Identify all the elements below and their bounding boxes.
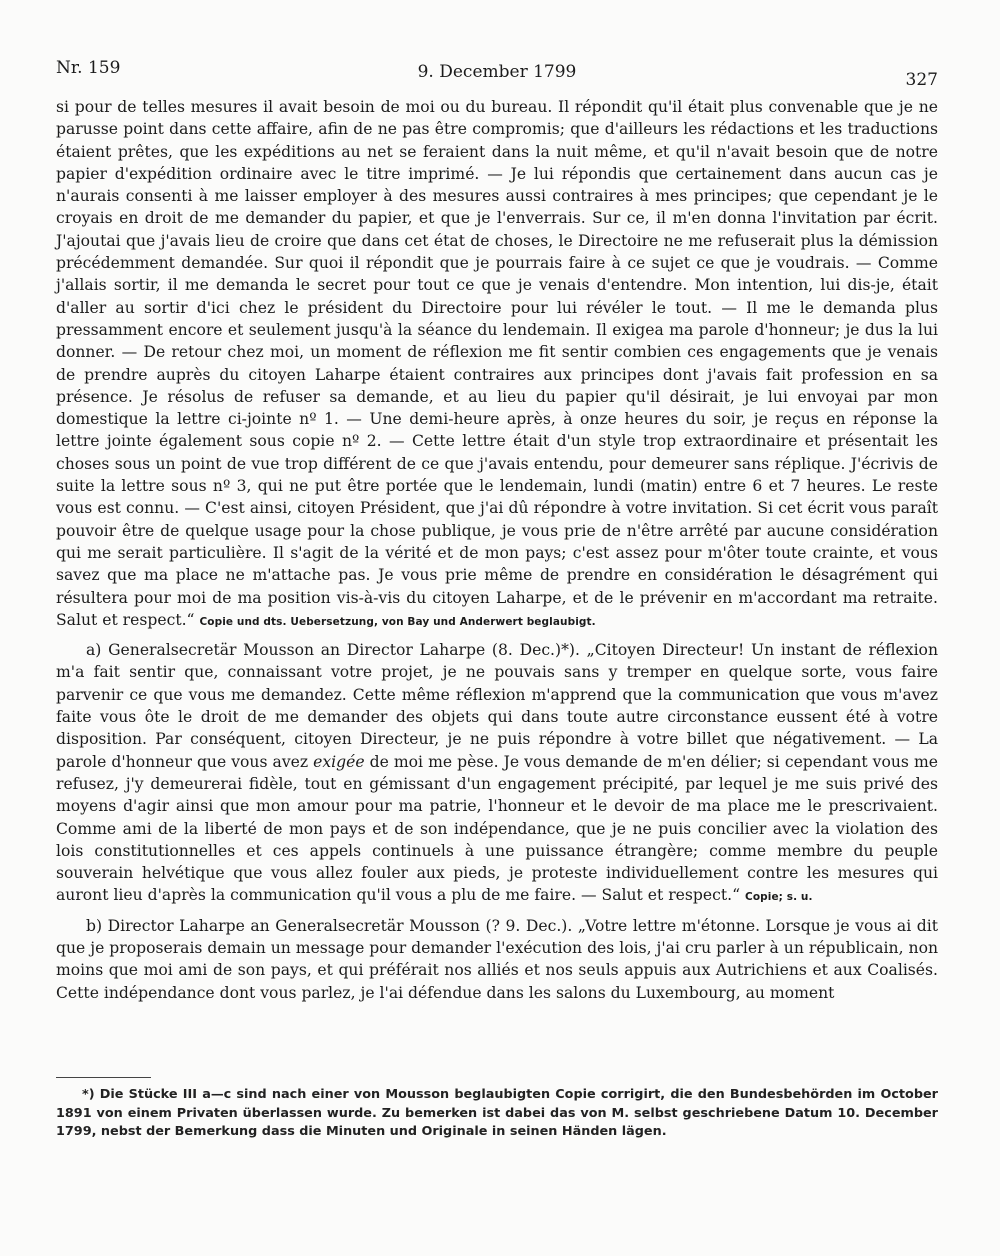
- copy-note: Copie; s. u.: [745, 891, 813, 904]
- letter-continuation-paragraph: [56, 96, 938, 633]
- page-header: [56, 58, 938, 88]
- letter-b-text: „Votre lettre m'étonne. Lorsque je vous ai dit que je proposerais demain un message pour demander l'exécution des lois, j'ai cru parler à un républicain, non moins que moi ami de son pays, et qui préférait nos alliés et nos seuls appuis aux Autrichiens et aux Coalisés. Cette indépendance dont vous parlez, je l'ai défendue dans les salons du Luxembourg, au moment: [56, 916, 938, 1002]
- letter-a-text-end: de moi me pèse. Je vous demande de m'en délier; si cependant vous me refusez, j'y demeurerai fidèle, tout en gémissant d'un engagement précipité, par lequel je me suis privé des moyens d'agir ainsi que mon amour pour ma patrie, l'honneur et le devoir de ma place me le prescrivaient. Comme ami de la liberté de mon pays et de son indépendance, que je ne puis concilier avec la violation des lois constitutionnelles et ces appels continuels à une puissance étrangère; comme membre du peuple souverain helvétique que vous allez fouler aux pieds, je proteste individuellement contre les mesures qui auront lieu d'après la communication qu'il vous a plu de me faire. — Salut et respect.“: [56, 752, 938, 905]
- emphasized-word: exigée: [313, 752, 365, 771]
- certification-note: Copie und dts. Uebersetzung, von Bay und Anderwert beglaubigt.: [199, 615, 596, 628]
- letter-a-paragraph: [56, 639, 938, 909]
- footnote: [56, 1086, 938, 1142]
- document-number: Nr. 159: [56, 58, 121, 78]
- letter-a-text-start: „Citoyen Directeur! Un instant de réflexion m'a fait sentir que, connaissant votre projet, je ne pouvais sans y tremper en quelque sorte, vous faire parvenir ce que vous me demandez. Cette même réflexion m'apprend que la communication que vous m'avez faite vous ôte le droit de me demander des objets qui dans toute autre circonstance eussent été à votre disposition. Par conséquent, citoyen Directeur, je ne puis répondre à votre billet que négativement. — La parole d'honneur que vous avez: [56, 641, 938, 771]
- paragraph-text: si pour de telles mesures il avait besoin de moi ou du bureau. Il répondit qu'il était plus convenable que je ne parusse point dans cette affaire, afin de ne pas être compromis; que d'ailleurs les rédactions et les traductions étaient prêtes, que les expéditions au net se feraient dans la nuit même, et qu'il n'avait besoin que de notre papier d'expédition ordinaire avec le titre imprimé. — Je lui répondis que certainement dans aucun cas je n'aurais consenti à me laisser employer à des mesures aussi contraires à mes principes; que cependant je le croyais en droit de me demander du papier, et que je l'enverrais. Sur ce, il m'en donna l'invitation par écrit. J'ajoutai que j'avais lieu de croire que dans cet état de choses, le Directoire ne me refuserait plus la démission précédemment demandée. Sur quoi il répondit que je pourrais faire à ce sujet ce que je voudrais. — Comme j'allais sortir, il me demanda le secret pour tout ce que je venais d'entendre. Mon intention, lui dis-je, était d'aller au sortir d'ici chez le président du Directoire pour lui révéler le tout. — Il me le demanda plus pressamment encore et seulement jusqu'à la séance du lendemain. Il exigea ma parole d'honneur; je dus la lui donner. — De retour chez moi, un moment de réflexion me fit sentir combien ces engagements que je venais de prendre auprès du citoyen Laharpe étaient contraires aux principes dont j'avais fait profession en sa présence. Je résolus de refuser sa demande, et au lieu du papier qu'il désirait, je lui envoyai par mon domestique la lettre ci-jointe nº 1. — Une demi-heure après, à onze heures du soir, je reçus en réponse la lettre jointe également sous copie nº 2. — Cette lettre était d'un style trop extraordinaire et présentait les choses sous un point de vue trop différent de ce que j'avais entendu, pour demeurer sans réplique. J'écrivis de suite la lettre sous nº 3, qui ne put être portée que le lendemain, lundi (matin) entre 6 et 7 heures. Le reste vous est connu. — C'est ainsi, citoyen Président, que j'ai dû répondre à votre invitation. Si cet écrit vous paraît pouvoir être de quelque usage pour la chose publique, je vous prie de n'être arrêté par aucune considération qui me serait particulière. Il s'agit de la vérité et de mon pays; c'est assez pour m'ôter toute crainte, et vous savez que ma place ne m'attache pas. Je vous prie même de prendre en considération le désagrément qui résultera pour moi de ma position vis-à-vis du citoyen Laharpe, et de le prévenir en m'accordant ma retraite. Salut et respect.“: [56, 98, 938, 629]
- letter-b-heading: b) Director Laharpe an Generalsecretär Mousson (? 9. Dec.).: [86, 916, 573, 935]
- header-date: 9. December 1799: [417, 62, 577, 82]
- main-text: [56, 96, 938, 1004]
- letter-a-heading: a) Generalsecretär Mousson an Director Laharpe (8. Dec.)*).: [86, 641, 580, 660]
- letter-b-paragraph: [56, 915, 938, 1004]
- page-number: 327: [905, 70, 938, 90]
- footnote-text: *) Die Stücke III a—c sind nach einer von Mousson beglaubigten Copie corrigirt, die den Bundesbehörden im October 1891 von einem Privaten überlassen wurde. Zu bemerken ist dabei das von M. selbst geschriebene Datum 10. December 1799, nebst der Bemerkung dass die Minuten und Originale in seinen Händen lägen.: [56, 1087, 938, 1139]
- footnote-divider: [56, 1077, 151, 1078]
